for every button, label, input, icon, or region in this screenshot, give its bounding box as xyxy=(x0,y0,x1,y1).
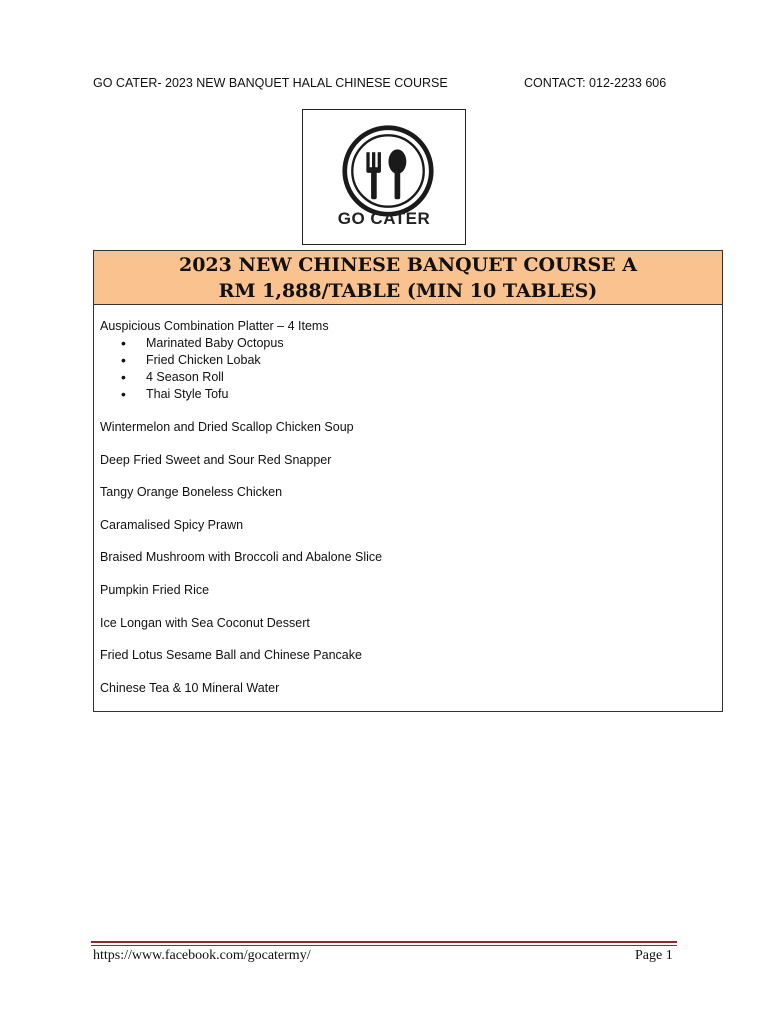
course-item: Tangy Orange Boneless Chicken xyxy=(100,485,283,499)
list-item: • Fried Chicken Lobak xyxy=(121,352,284,369)
menu-heading xyxy=(94,251,722,305)
course-item: Deep Fried Sweet and Sour Red Snapper xyxy=(100,453,332,467)
list-item: • Marinated Baby Octopus xyxy=(121,335,284,352)
course-item: Caramalised Spicy Prawn xyxy=(100,518,244,532)
facebook-link[interactable]: https://www.facebook.com/gocatermy/ xyxy=(93,948,311,963)
course-item: Ice Longan with Sea Coconut Dessert xyxy=(100,616,310,630)
course-item: Braised Mushroom with Broccoli and Abalone Slice xyxy=(100,550,383,564)
menu-heading-price: RM 1,888/TABLE (MIN 10 TABLES) xyxy=(218,280,598,302)
course-item: Chinese Tea & 10 Mineral Water xyxy=(100,681,280,695)
menu-table xyxy=(93,250,723,712)
course-item: Fried Lotus Sesame Ball and Chinese Pancake xyxy=(100,648,362,662)
fork-spoon-circle-icon xyxy=(341,124,435,218)
platter-items xyxy=(121,335,284,403)
logo xyxy=(302,109,466,245)
footer-divider xyxy=(91,941,677,946)
document-header-title: GO CATER- 2023 NEW BANQUET HALAL CHINESE COURSE xyxy=(93,76,448,90)
menu-heading-title: 2023 NEW CHINESE BANQUET COURSE A xyxy=(178,254,638,276)
course-item: Pumpkin Fried Rice xyxy=(100,583,210,597)
list-item: • Thai Style Tofu xyxy=(121,386,284,403)
list-item: • 4 Season Roll xyxy=(121,369,284,386)
platter-title: Auspicious Combination Platter – 4 Items xyxy=(100,319,329,333)
contact-number: CONTACT: 012-2233 606 xyxy=(524,76,667,90)
logo-wordmark: GO CATER xyxy=(337,209,431,228)
course-item: Wintermelon and Dried Scallop Chicken Soup xyxy=(100,420,354,434)
page-number: Page 1 xyxy=(635,948,673,963)
